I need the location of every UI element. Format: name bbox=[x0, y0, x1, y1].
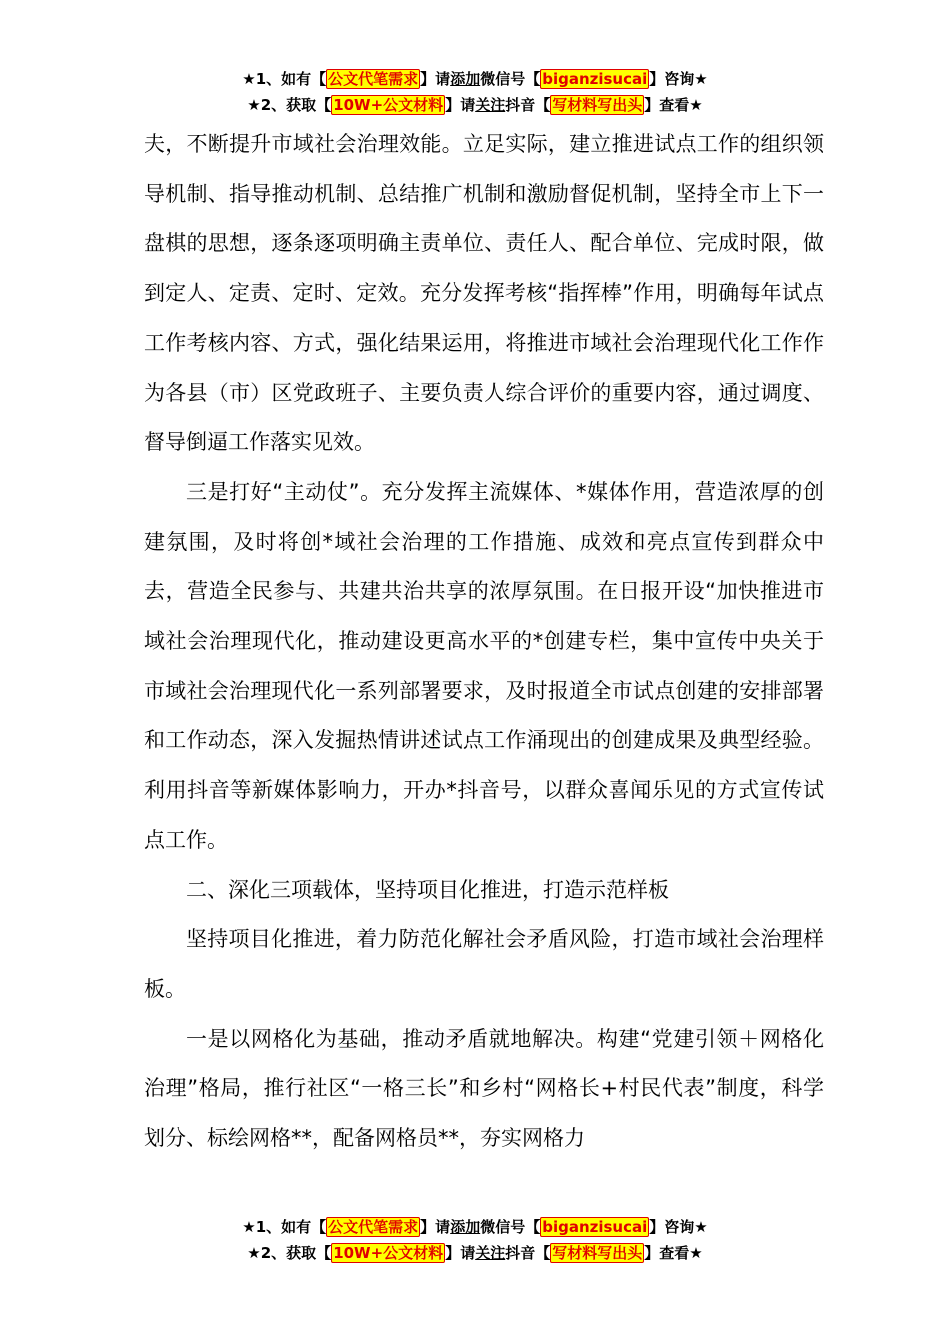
paragraph-continued: 夫，不断提升市域社会治理效能。立足实际，建立推进试点工作的组织领导机制、指导推动机制、总结推广机制和激励督促机制，坚持全市上下一盘棋的思想，逐条逐项明确主责单位、责任人、配合单位、完成时限，做到定人、定责、定时、定效。充分发挥考核“指挥棒”作用，明确每年试点工作考核内容、方式，强化结果运用，将推进市域社会治理现代化工作作为各县（市）区党政班子、主要负责人综合评价的重要内容，通过调度、督导倒逼工作落实见效。 bbox=[144, 132, 824, 455]
paragraph: 一是以网格化为基础，推动矛盾就地解决。构建“党建引领＋网格化治理”格局，推行社区“一格三长”和乡村“网格长+村民代表”制度，科学划分、标绘网格**，配备网格员**，夯实网格力 bbox=[144, 1026, 824, 1151]
banner-text: 】请 bbox=[445, 1244, 476, 1262]
banner-text: 】咨询★ bbox=[649, 70, 708, 88]
banner-text: 微信号【 bbox=[480, 70, 541, 88]
banner-text: 】请 bbox=[420, 70, 451, 88]
footer-banner bbox=[0, 1214, 950, 1266]
banner-text: 】查看★ bbox=[644, 1244, 703, 1262]
banner-text: 】咨询★ bbox=[649, 1218, 708, 1236]
section-heading: 二、深化三项载体，坚持项目化推进，打造示范样板 bbox=[186, 877, 669, 902]
banner-highlight: 写材料写出头 bbox=[552, 96, 643, 114]
banner-highlight: 10W+公文材料 bbox=[333, 1244, 444, 1262]
banner-line-2 bbox=[0, 92, 950, 118]
banner-highlight: biganzisucai bbox=[542, 70, 648, 88]
banner-underlined: 关注 bbox=[475, 1244, 506, 1262]
document-body bbox=[144, 120, 824, 1164]
banner-highlight: 写材料写出头 bbox=[552, 1244, 643, 1262]
banner-text: ★2、获取【 bbox=[247, 1244, 332, 1262]
banner-text: ★1、如有【 bbox=[242, 70, 327, 88]
banner-text: ★2、获取【 bbox=[247, 96, 332, 114]
banner-line-1 bbox=[0, 1214, 950, 1240]
banner-underlined: 添加 bbox=[450, 70, 481, 88]
paragraph: 三是打好“主动仗”。充分发挥主流媒体、*媒体作用，营造浓厚的创建氛围，及时将创*域社会治理的工作措施、成效和亮点宣传到群众中去，营造全民参与、共建共治共享的浓厚氛围。在日报开设“加快推进市域社会治理现代化，推动建设更高水平的*创建专栏，集中宣传中央关于市域社会治理现代化一系列部署要求，及时报道全市试点创建的安排部署和工作动态，深入发掘热情讲述试点工作涌现出的创建成果及典型经验。利用抖音等新媒体影响力，开办*抖音号，以群众喜闻乐见的方式宣传试点工作。 bbox=[144, 479, 824, 852]
banner-highlight: biganzisucai bbox=[542, 1218, 648, 1236]
banner-text: 】请 bbox=[420, 1218, 451, 1236]
banner-text: 抖音【 bbox=[505, 96, 551, 114]
banner-line-1 bbox=[0, 66, 950, 92]
paragraph: 坚持项目化推进，着力防范化解社会矛盾风险，打造市域社会治理样板。 bbox=[144, 927, 824, 1001]
banner-underlined: 添加 bbox=[450, 1218, 481, 1236]
header-banner bbox=[0, 66, 950, 118]
banner-highlight: 10W+公文材料 bbox=[333, 96, 444, 114]
banner-underlined: 关注 bbox=[475, 96, 506, 114]
banner-text: 】请 bbox=[445, 96, 476, 114]
banner-highlight: 公文代笔需求 bbox=[328, 1218, 419, 1236]
banner-text: ★1、如有【 bbox=[242, 1218, 327, 1236]
banner-text: 】查看★ bbox=[644, 96, 703, 114]
banner-text: 抖音【 bbox=[505, 1244, 551, 1262]
banner-line-2 bbox=[0, 1240, 950, 1266]
banner-highlight: 公文代笔需求 bbox=[328, 70, 419, 88]
banner-text: 微信号【 bbox=[480, 1218, 541, 1236]
